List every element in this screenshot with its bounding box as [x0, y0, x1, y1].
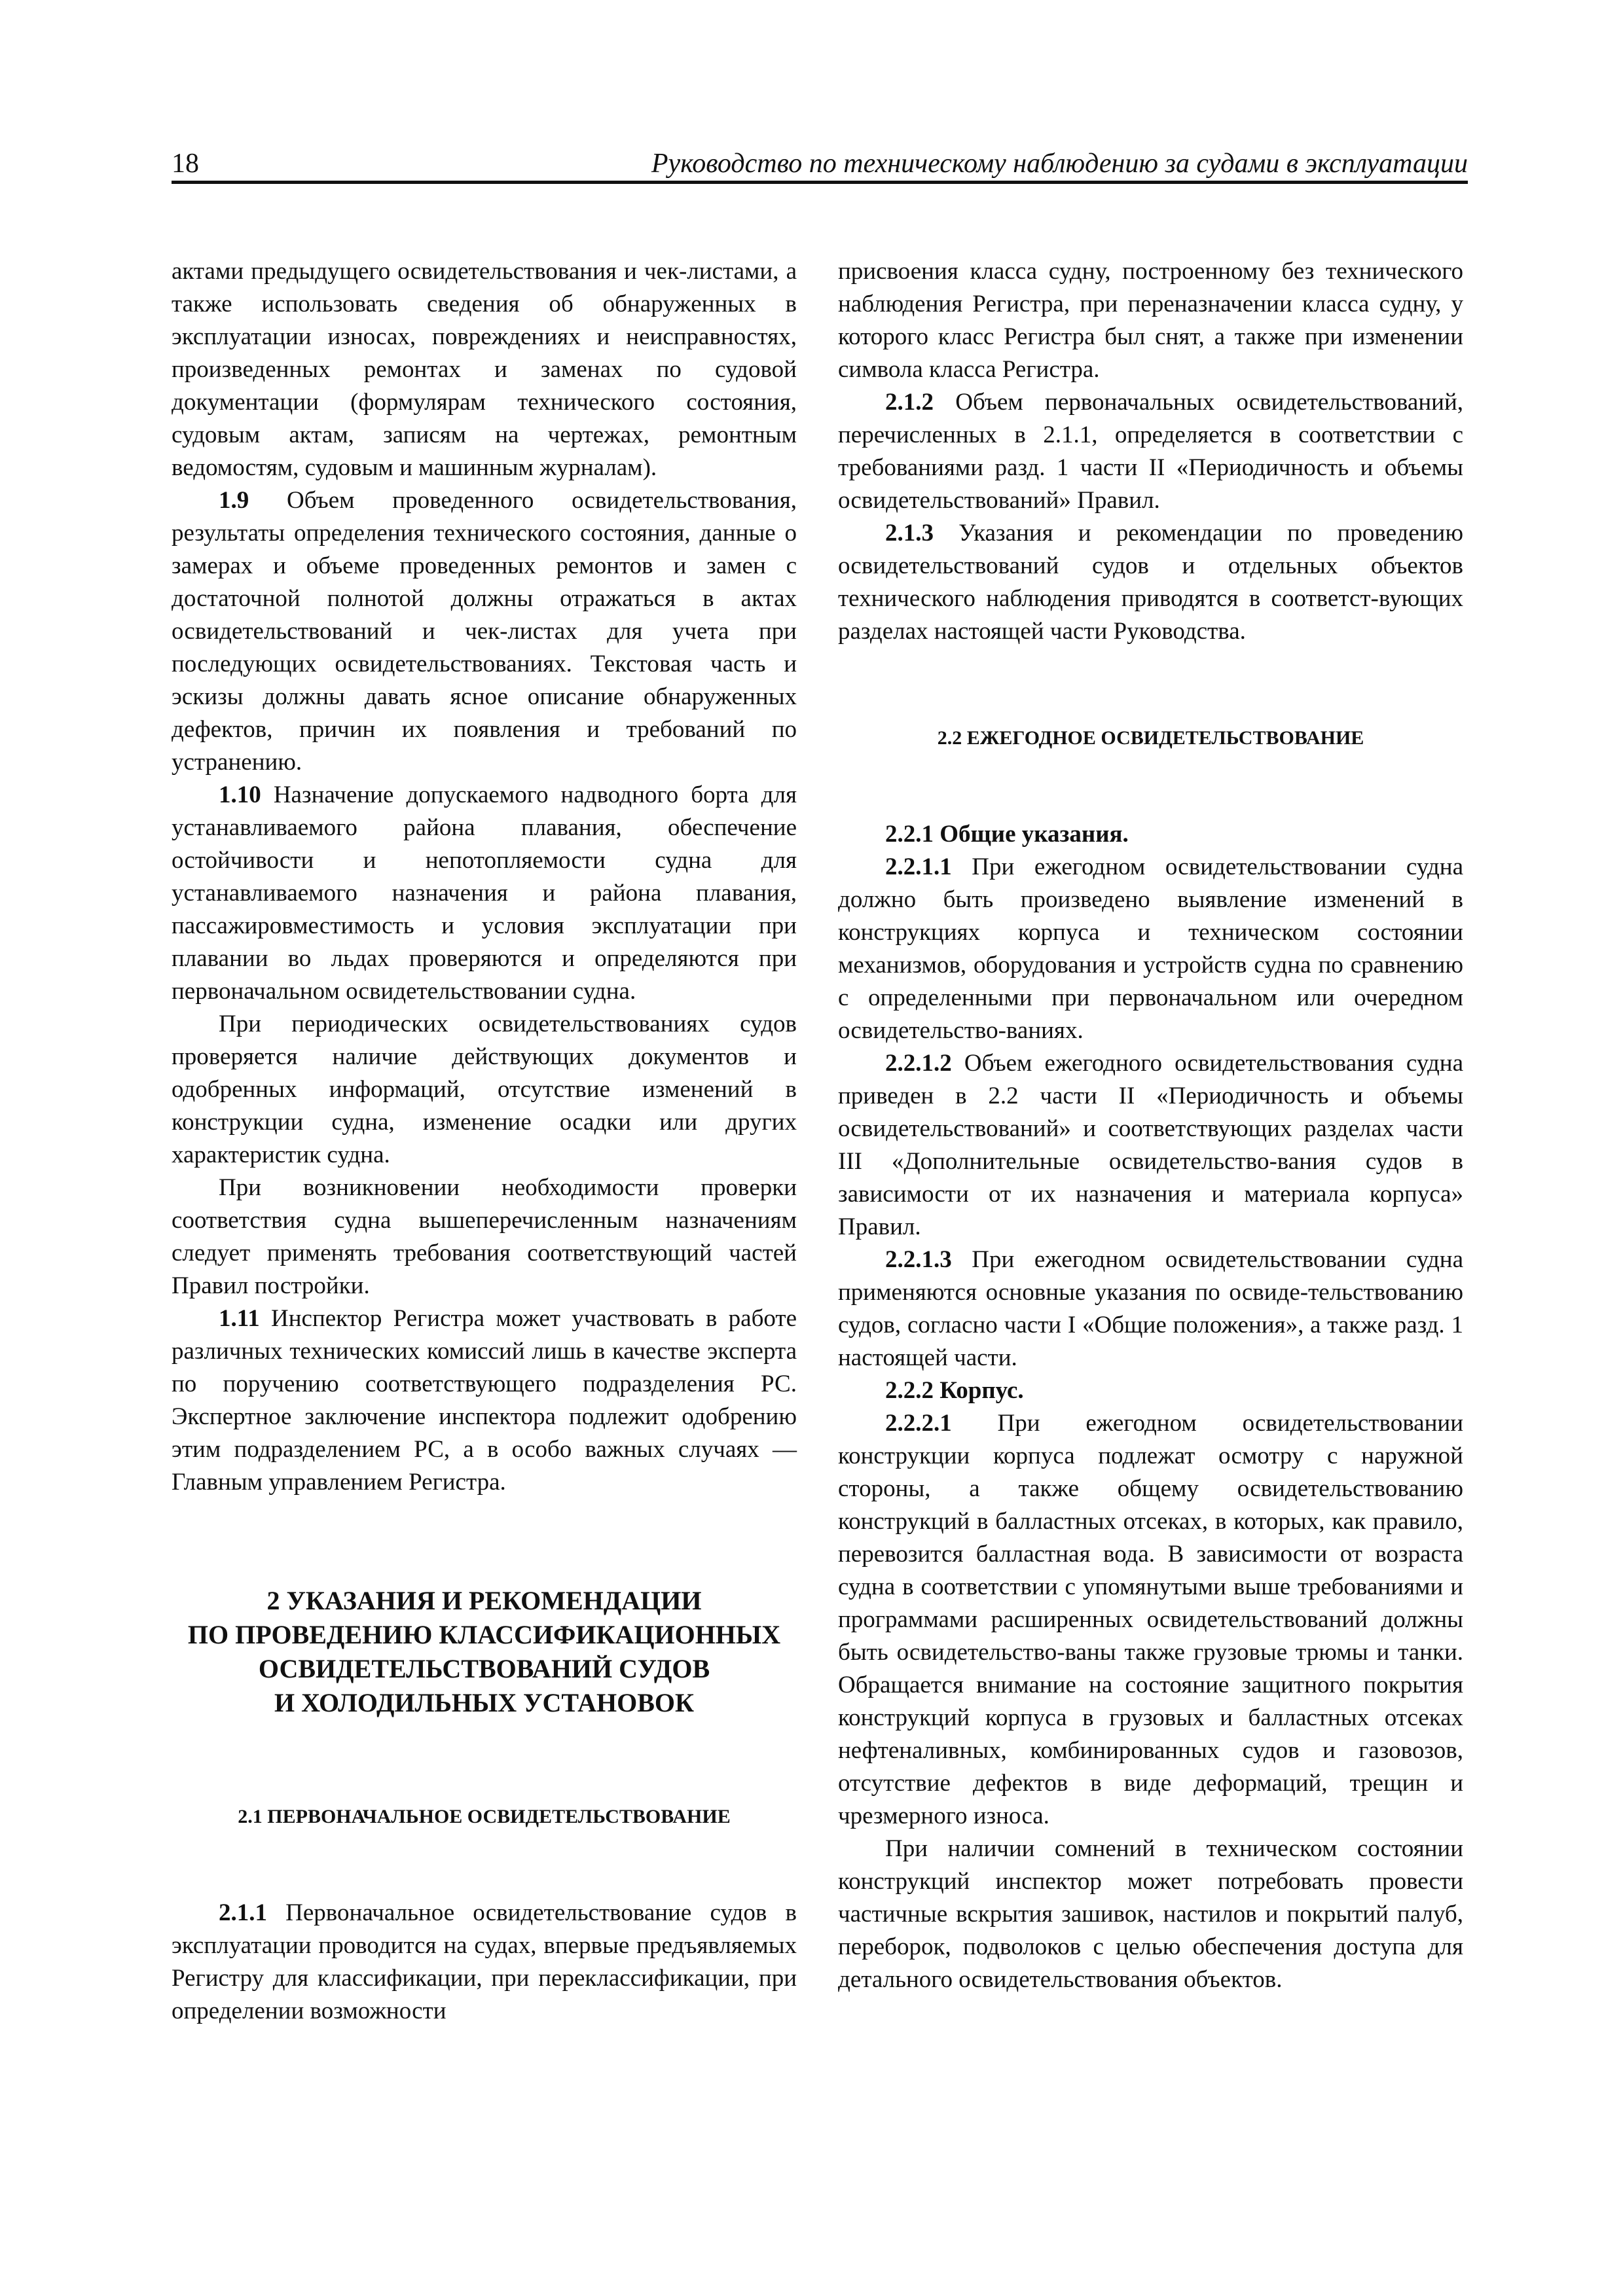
chapter-heading-line: 2 УКАЗАНИЯ И РЕКОМЕНДАЦИИ — [266, 1586, 702, 1615]
clause-text: При ежегодном освидетельствовании конструкции корпуса подлежат осмотру с наружной стороны, а также общему освидетельствованию конструкций в балластных отсеках, в которых, как правило, перевозится балластная вода. В зависимости от возраста судна в соответствии с упомянутыми выше требованиями и программами расширенных освидетельствований должны быть освидетельство-ваны также грузовые трюмы и танки. Обращается внимание на состояние защитного покрытия конструкций корпуса в грузовых и балластных отсеках нефтеналивных, комбинированных судов и газовозов, отсутствие дефектов в виде деформаций, трещин и чрезмерного износа. — [838, 1410, 1463, 1829]
paragraph-2-2-1-3 — [838, 1244, 1463, 1374]
paragraph-2-2-2-1 — [838, 1407, 1463, 1833]
clause-number: 2.1.1 — [219, 1899, 267, 1926]
clause-number: 2.1.3 — [885, 520, 934, 547]
section-heading-2-1: 2.1 ПЕРВОНАЧАЛЬНОЕ ОСВИДЕТЕЛЬСТВОВАНИЕ — [238, 1806, 731, 1827]
running-title: Руководство по техническому наблюдению за судами в эксплуатации — [651, 149, 1468, 179]
clause-text: Объем первоначальных освидетельствований, перечисленных в 2.1.1, определяется в соответствии с требованиями разд. 1 части II «Периодичность и объемы освидетельствований» Правил. — [838, 389, 1463, 514]
section-heading-2-2: 2.2 ЕЖЕГОДНОЕ ОСВИДЕТЕЛЬСТВОВАНИЕ — [937, 727, 1364, 749]
subsection-2-2-1 — [838, 818, 1463, 851]
chapter-heading-line: ОСВИДЕТЕЛЬСТВОВАНИЙ СУДОВ — [258, 1654, 710, 1683]
paragraph-necessity: При возникновении необходимости проверки соответствия судна вышеперечисленным назначениям следует применять требования соответствующий частей Правил постройки. — [172, 1174, 797, 1299]
paragraph-1-10 — [172, 779, 797, 1008]
clause-text: Назначение допускаемого надводного борта для устанавливаемого района плавания, обеспечение остойчивости и непотопляемости судна для устанавливаемого назначения и района плавания, пассажировместимость и условия эксплуатации при плавании во льдах проверяются и определяются при первоначальном освидетельствовании судна. — [172, 781, 797, 1005]
paragraph-2-2-1-2 — [838, 1047, 1463, 1244]
paragraph-continued: актами предыдущего освидетельствования и чек-листами, а также использовать сведения об обнаруженных в эксплуатации износах, повреждениях и неисправностях, произведенных ремонтах и заменах по судовой документации (формулярам технического состояния, судовым актам, записям на чертежах, ремонтным ведомостям, судовым и машинным журналам). — [172, 258, 797, 481]
chapter-heading-line: ПО ПРОВЕДЕНИЮ КЛАССИФИКАЦИОННЫХ — [187, 1620, 781, 1649]
clause-text: Объем ежегодного освидетельствования судна приведен в 2.2 части II «Периодичность и объемы освидетельствований» и соответствующих разделах части III «Дополнительные освидетельство-вания судов в зависимости от их назначения и материала корпуса» Правил. — [838, 1050, 1463, 1240]
clause-number: 1.10 — [219, 781, 261, 808]
right-column — [838, 255, 1463, 1996]
paragraph-continued: присвоения класса судну, построенному без технического наблюдения Регистра, при переназначении класса судну, у которого класс Регистра был снят, а также при изменении символа класса Регистра. — [838, 258, 1463, 383]
clause-number: 2.2.2.1 — [885, 1410, 952, 1437]
clause-text: При ежегодном освидетельствовании судна должно быть произведено выявление изменений в конструкциях корпуса и техническом состоянии механизмов, оборудования и устройств судна по сравнению с определенными при первоначальном или очередном освидетельство-ваниях. — [838, 853, 1463, 1044]
paragraph-periodic: При периодических освидетельствованиях судов проверяется наличие действующих документов и одобренных информаций, отсутствие изменений в конструкции судна, изменение осадки или других характеристик судна. — [172, 1011, 797, 1168]
subsection-title: 2.2.2 Корпус. — [885, 1377, 1024, 1404]
clause-number: 2.2.1.1 — [885, 853, 952, 880]
paragraph-doubt: При наличии сомнений в техническом состоянии конструкций инспектор может потребовать провести частичные вскрытия зашивок, настилов и покрытий палуб, переборок, подволоков с целью обеспечения доступа для детального освидетельствования объектов. — [838, 1835, 1463, 1993]
paragraph-2-1-3 — [838, 517, 1463, 648]
chapter-heading-line: И ХОЛОДИЛЬНЫХ УСТАНОВОК — [274, 1688, 694, 1717]
page-number: 18 — [172, 149, 199, 179]
clause-text: Первоначальное освидетельствование судов в эксплуатации проводится на судах, впервые предъявляемых Регистру для классификации, при переклассификации, при определении возможности — [172, 1899, 797, 2024]
paragraph-2-1-2 — [838, 386, 1463, 517]
left-column — [172, 255, 797, 2028]
clause-number: 2.2.1.3 — [885, 1246, 952, 1273]
subsection-title: 2.2.1 Общие указания. — [885, 821, 1129, 848]
paragraph-2-1-1 — [172, 1897, 797, 2028]
clause-number: 1.11 — [219, 1305, 260, 1332]
paragraph-2-2-1-1 — [838, 851, 1463, 1047]
paragraph-1-9 — [172, 484, 797, 779]
paragraph-1-11 — [172, 1302, 797, 1499]
clause-number: 1.9 — [219, 487, 249, 514]
clause-text: При ежегодном освидетельствовании судна применяются основные указания по освиде-тельствованию судов, согласно части I «Общие положения», а также разд. 1 настоящей части. — [838, 1246, 1463, 1371]
subsection-2-2-2 — [838, 1374, 1463, 1407]
clause-text: Инспектор Регистра может участвовать в работе различных технических комиссий лишь в качестве эксперта по поручению соответствующего подразделения РС. Экспертное заключение инспектора подлежит одобрению этим подразделением РС, а в особо важных случаях — Главным управлением Регистра. — [172, 1305, 797, 1496]
clause-number: 2.1.2 — [885, 389, 934, 416]
chapter-heading — [172, 1584, 797, 1720]
page-header — [172, 144, 1468, 183]
clause-text: Объем проведенного освидетельствования, результаты определения технического состояния, данные о замерах и объеме проведенных ремонтов и замен с достаточной полнотой должны отражаться в актах освидетельствований и чек-листах для учета при последующих освидетельствованиях. Текстовая часть и эскизы должны давать ясное описание обнаруженных дефектов, причин их появления и требований по устранению. — [172, 487, 797, 776]
clause-number: 2.2.1.2 — [885, 1050, 952, 1077]
header-rule — [172, 181, 1468, 184]
clause-text: Указания и рекомендации по проведению освидетельствований судов и отдельных объектов технического наблюдения приводятся в соответст-вующих разделах настоящей части Руководства. — [838, 520, 1463, 645]
